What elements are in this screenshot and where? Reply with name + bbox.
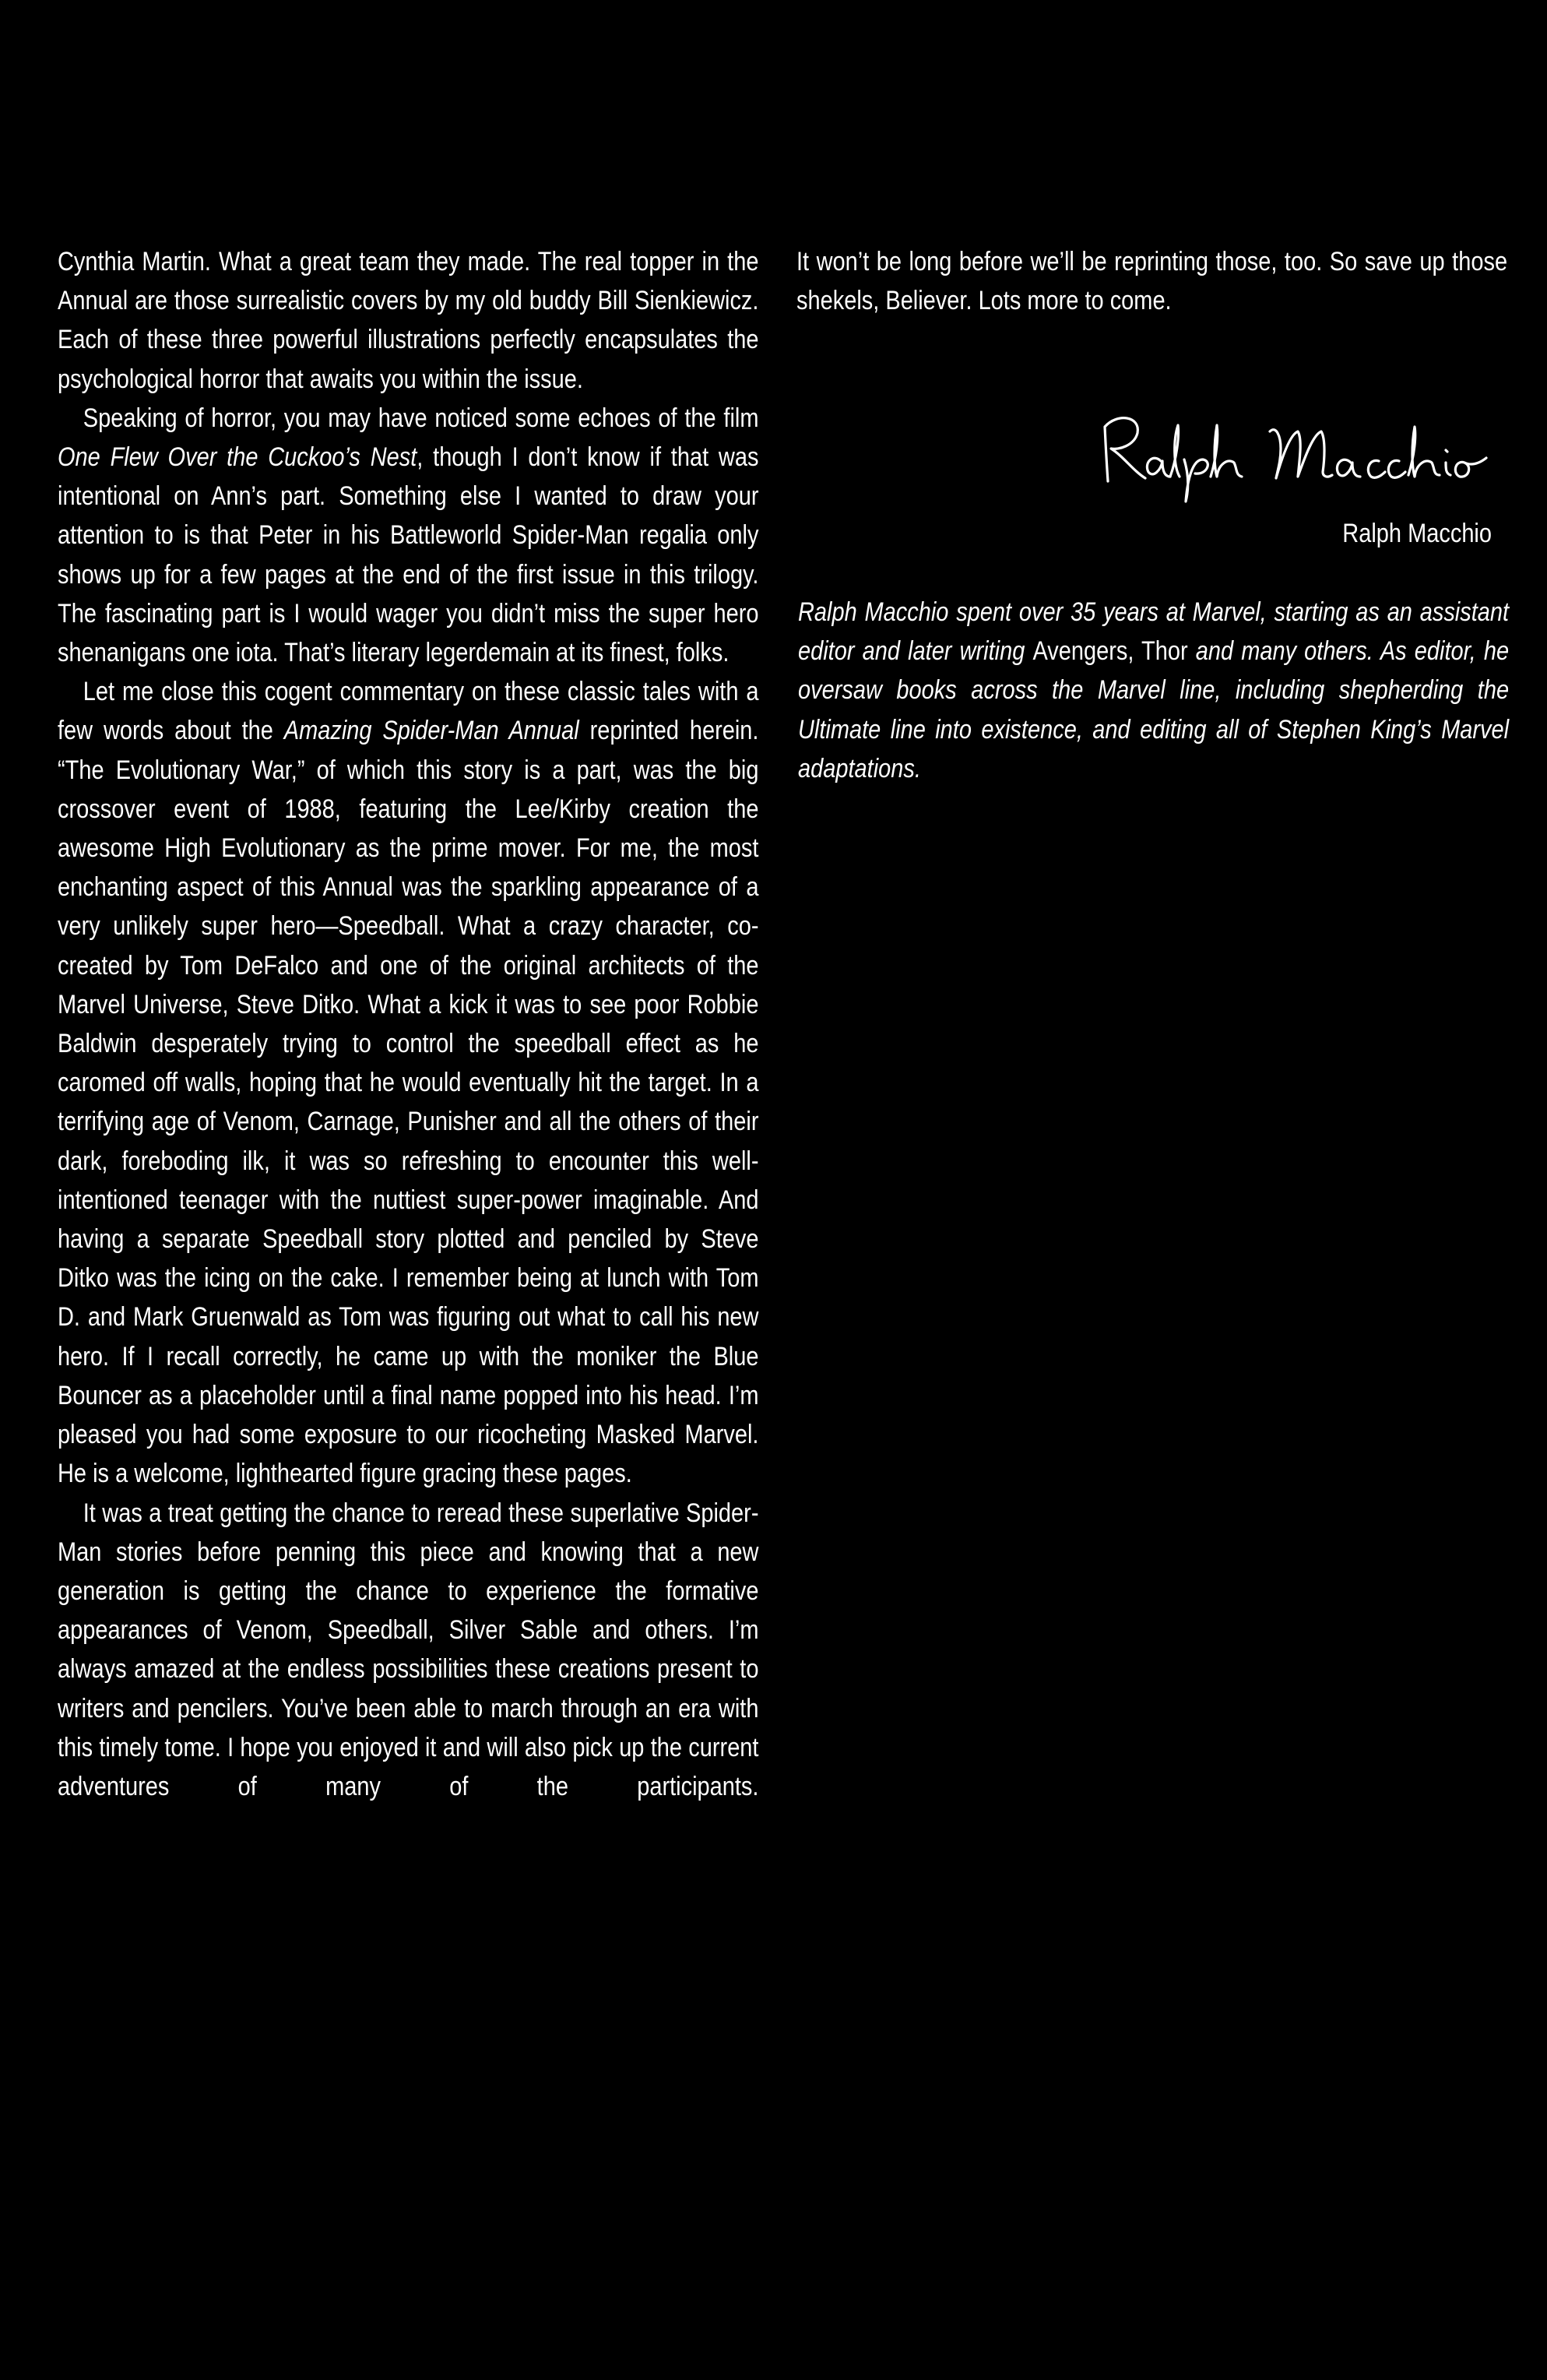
author-bio	[798, 593, 1509, 788]
paragraph-text: Let me close this cogent commentary on these classic tales with a few words about the	[58, 677, 759, 746]
paragraph-text: reprinted herein. “The Evolutionary War,” of which this story is a part, was the big crossover event of 1988, featuring the Lee/Kirby creation the awesome High Evolutionary as the prime mover. For me, the most enchanting aspect of this Annual was the sparkling appearance of a very unlikely super hero—Speedball. What a crazy character, co-created by Tom DeFalco and one of the original architects of the Marvel Universe, Steve Ditko. What a kick it was to see poor Robbie Baldwin desperately trying to control the speedball effect as he caromed off walls, hoping that he would eventually hit the target. In a terrifying age of Venom, Carnage, Punisher and all the others of their dark, foreboding ilk, it was so refreshing to encounter this well-intentioned teenager with the nuttiest super-power imaginable. And having a separate Speedball story plotted and penciled by Steve Ditko was the icing on the cake. I remember being at lunch with Tom D. and Mark Gruenwald as Tom was figuring out what to call his new hero. If I recall correctly, he came up with the moniker the Blue Bouncer as a placeholder until a final name popped into his head. I’m pleased you had some exposure to our ricocheting Masked Marvel. He is a welcome, lighthearted figure gracing these pages.	[58, 716, 759, 1489]
bio-text: Ralph Macchio spent over 35 years at Marvel, starting as an assistant editor and later writing	[798, 597, 1510, 667]
comic-title: Amazing Spider-Man Annual	[283, 716, 579, 746]
bio-titles: Avengers, Thor	[1032, 636, 1188, 667]
left-column	[58, 242, 758, 1806]
paragraph	[58, 399, 758, 672]
paragraph: It won’t be long before we’ll be reprinting those, too. So save up those shekels, Believer. Lots more to come.	[796, 247, 1508, 316]
paragraph	[58, 1494, 758, 1807]
paragraph-text: Speaking of horror, you may have noticed some echoes of the film	[83, 403, 759, 433]
author-name: Ralph Macchio	[1342, 519, 1492, 548]
paragraph-text: , though I don’t know if that was intentional on Ann’s part. Something else I wanted to draw your attention to is that Peter in his Battleworld Spider-Man regalia only shows up for a few pages at the end of the first issue in this trilogy. The fascinating part is I would wager you didn’t miss the super hero shenanigans one iota. That’s literary legerdemain at its finest, folks.	[58, 442, 759, 668]
right-column	[796, 242, 1507, 320]
paragraph-text: It was a treat getting the chance to reread these superlative Spider-Man stories before penning this piece and knowing that a new generation is getting the chance to experience the formative appearances of Venom, Speedball, Silver Sable and others. I’m always amazed at the endless possibilities these creations present to writers and pencilers. You’ve been able to march through an era with this timely tome. I hope you enjoyed it and will also pick up the current adventures of many of the participants.	[58, 1498, 759, 1801]
paragraph-text: Cynthia Martin. What a great team they made. The real topper in the Annual are those surrealistic covers by my old buddy Bill Sienkiewicz. Each of these three powerful illustrations perfectly encapsulates the psychological horror that awaits you within the issue.	[58, 247, 759, 394]
film-title: One Flew Over the Cuckoo’s Nest	[58, 442, 417, 473]
paragraph	[58, 672, 758, 1493]
paragraph	[58, 242, 758, 399]
bio-text: and many others. As editor, he oversaw books across the Marvel line, including shepherding the Ultimate line into existence, and editing all of Stephen King’s Marvel adaptations.	[798, 636, 1510, 783]
handwritten-signature	[1086, 405, 1491, 506]
